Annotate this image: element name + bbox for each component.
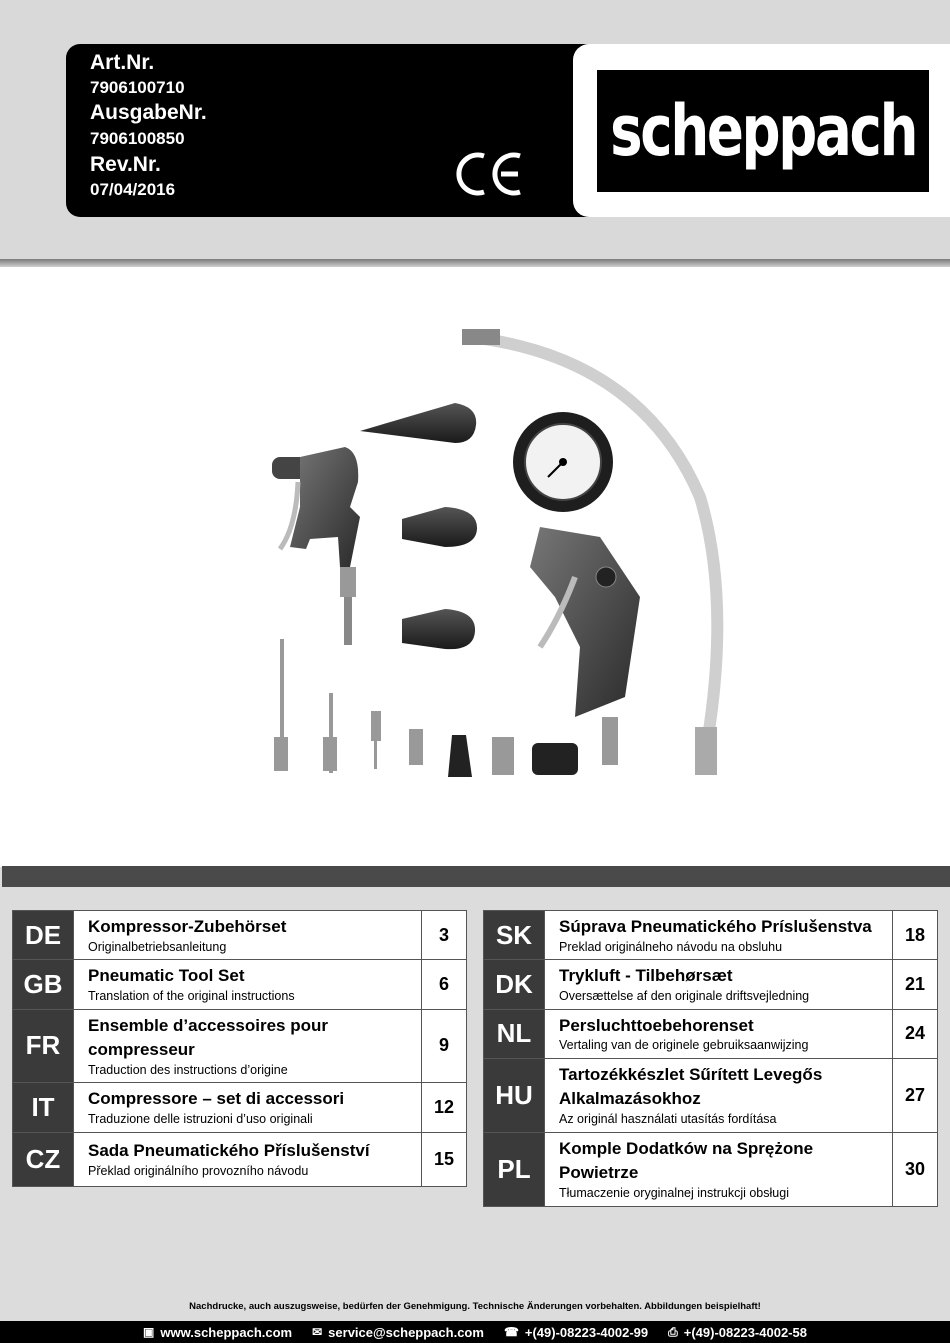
toc-title: Sada Pneumatického Příslušenství [88,1141,370,1161]
disclaimer: Nachdrucke, auch auszugsweise, bedürfen der Genehmigung. Technische Änderungen vorbehalten. Abbildungen beispielhaft! [189,1301,761,1312]
toc-page-number: 3 [422,911,467,960]
ce-mark-icon [454,150,524,198]
toc-entry [74,1009,422,1083]
accessory-set-illustration [0,267,950,867]
toc-entry [545,960,893,1009]
computer-icon: ▣ [143,1325,155,1339]
toc-title: Pneumatic Tool Set [88,966,245,986]
toc-subtitle: Originalbetriebsanleitung [88,939,227,954]
footer-web[interactable] [143,1325,292,1340]
fax-icon: ⎙ [668,1324,678,1339]
rev-label: Rev.Nr. [90,153,161,176]
art-label: Art.Nr. [90,51,155,74]
toc-row[interactable] [484,1009,938,1058]
toc-row[interactable] [13,1009,467,1083]
language-code: DK [484,960,545,1009]
toc-title: Trykluft - Tilbehørsæt [559,966,733,986]
brand-logo-text: scheppach [610,90,916,172]
rev-value: 07/04/2016 [90,180,176,199]
toc-row[interactable] [13,960,467,1009]
toc-table-right [483,910,938,1207]
toc-entry [545,1132,893,1206]
toc-entry [545,1009,893,1058]
toc-page-number: 9 [422,1009,467,1083]
language-code: NL [484,1009,545,1058]
toc-page-number: 15 [422,1132,467,1186]
toc-row[interactable] [13,1132,467,1186]
toc-entry [74,1132,422,1186]
toc-subtitle: Oversættelse af den originale driftsvejledning [559,988,810,1003]
language-code: PL [484,1132,545,1206]
toc-subtitle: Preklad originálneho návodu na obsluhu [559,939,783,954]
toc-subtitle: Traduzione delle istruzioni d’uso originali [88,1112,313,1127]
toc-title: Compressore – set di accessori [88,1089,345,1109]
footer-phone [504,1325,648,1340]
toc-page-number: 18 [893,911,938,960]
toc-subtitle: Vertaling van de originele gebruiksaanwijzing [559,1038,809,1053]
toc-page-number: 21 [893,960,938,1009]
toc-entry [74,911,422,960]
footer-email-text: service@scheppach.com [328,1324,484,1340]
art-value: 7906100710 [90,78,185,97]
product-photo [0,267,950,867]
toc-subtitle: Tłumaczenie oryginalnej instrukcji obsługi [559,1185,789,1200]
pressure-gauge-icon [513,412,613,512]
language-code: GB [13,960,74,1009]
toc-row[interactable] [13,1083,467,1132]
footer-fax-text: +(49)-08223-4002-58 [683,1324,807,1340]
footer-email[interactable] [312,1325,484,1340]
toc-entry [74,960,422,1009]
wide-nozzle-icon [402,609,475,649]
blow-gun-icon [272,447,360,645]
divider-bar [2,866,950,887]
toc-subtitle: Translation of the original instructions [88,988,295,1003]
toc-page-number: 27 [893,1058,938,1132]
language-code: FR [13,1009,74,1083]
toc-row[interactable] [13,911,467,960]
medium-nozzle-icon [402,507,477,547]
toc-title: Ensemble d’accessoires pour compresseur [88,1015,328,1060]
language-code: CZ [13,1132,74,1186]
footer-fax [668,1325,807,1340]
inflation-needles-icon [274,639,578,777]
toc-subtitle: Překlad originálního provozního návodu [88,1163,309,1178]
toc-title: Súprava Pneumatického Príslušenstva [559,917,872,936]
tyre-inflator-icon [530,527,640,765]
toc-title: Komple Dodatków na Sprężone Powietrze [559,1138,814,1183]
toc-page-number: 30 [893,1132,938,1206]
toc-subtitle: Az originál használati utasítás fordítása [559,1112,777,1127]
toc-row[interactable] [484,1058,938,1132]
language-code: DE [13,911,74,960]
brand-logo [597,70,929,192]
header-shadow [0,259,950,267]
toc-page-number: 12 [422,1083,467,1132]
toc-row[interactable] [484,1132,938,1206]
ausgabe-label: AusgabeNr. [90,101,207,124]
contact-footer [0,1321,950,1343]
conical-nozzle-icon [360,403,476,443]
toc-entry [545,1058,893,1132]
toc-page-number: 6 [422,960,467,1009]
envelope-icon: ✉ [312,1325,323,1339]
ausgabe-value: 7906100850 [90,129,185,148]
toc-entry [545,911,893,960]
footer-web-text: www.scheppach.com [160,1324,293,1340]
toc-page-number: 24 [893,1009,938,1058]
language-code: HU [484,1058,545,1132]
phone-icon: ☎ [503,1325,519,1339]
toc-title: Kompressor-Zubehörset [88,917,287,936]
language-code: SK [484,911,545,960]
footer-phone-text: +(49)-08223-4002-99 [524,1324,649,1340]
toc-title: Tartozékkészlet Sűrített Levegős Alkalmazásokhoz [559,1064,823,1109]
language-code: IT [13,1083,74,1132]
toc-title: Persluchttoebehorenset [559,1015,754,1035]
toc-table-left [12,910,467,1187]
toc-entry [74,1083,422,1132]
toc-subtitle: Traduction des instructions d’origine [88,1062,288,1077]
toc-row[interactable] [484,960,938,1009]
toc-row[interactable] [484,911,938,960]
